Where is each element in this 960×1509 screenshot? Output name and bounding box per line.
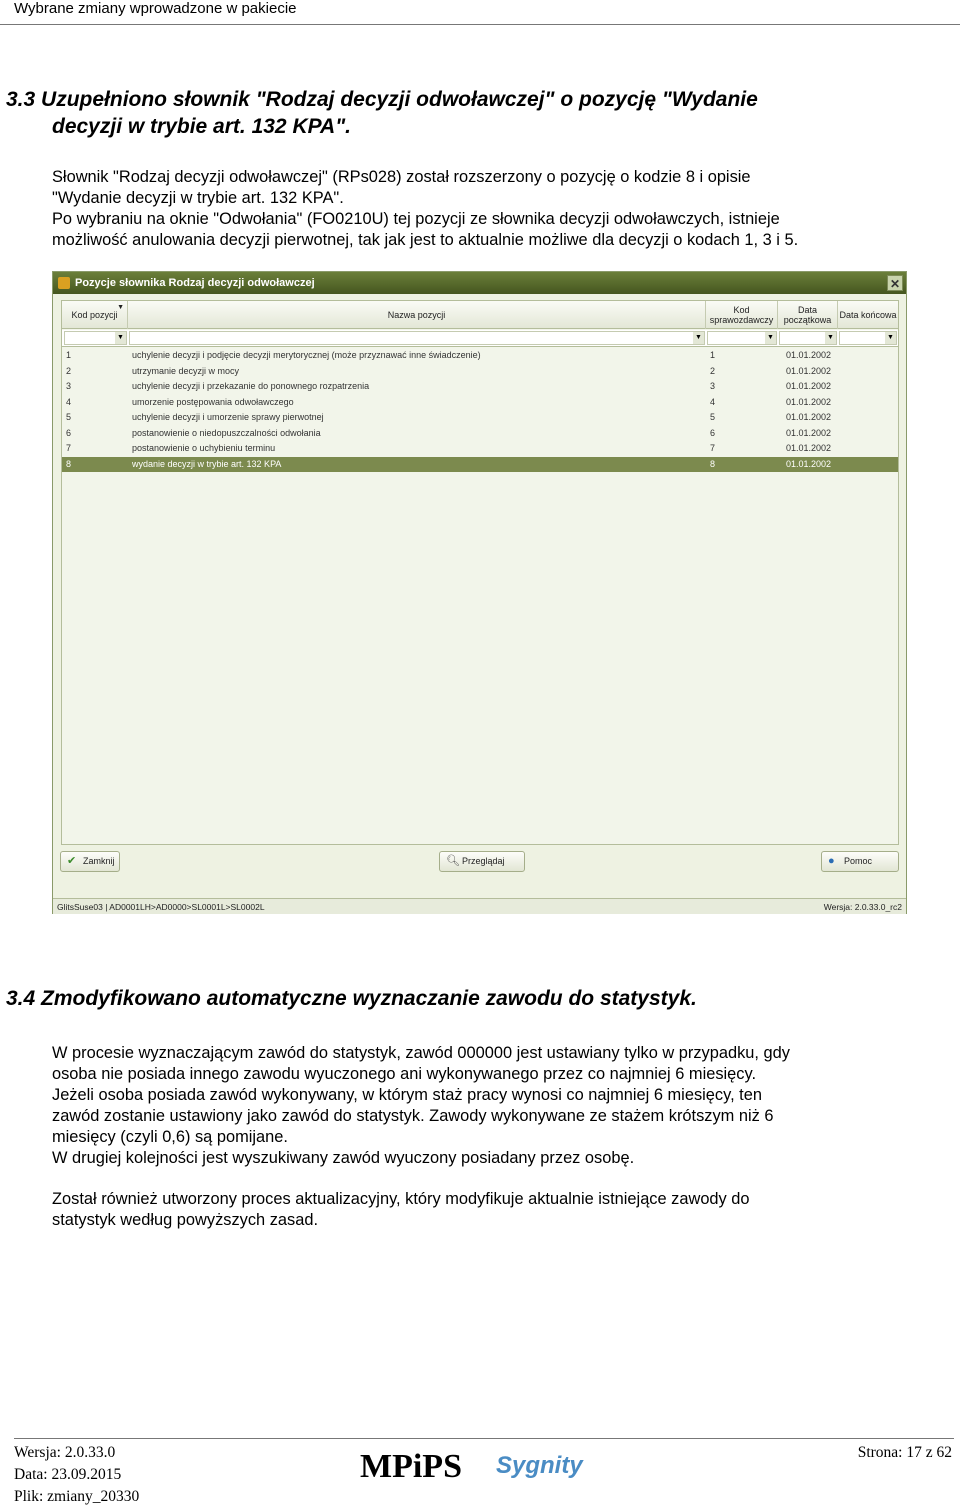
cell-nazwa: utrzymanie decyzji w mocy [132, 365, 240, 376]
grid-header [62, 301, 898, 329]
filter-kod-input[interactable] [64, 331, 127, 345]
window-title: Pozycje słownika Rodzaj decyzji odwoławczej [75, 277, 315, 289]
cell-kod: 6 [66, 427, 72, 438]
cell-kod: 2 [66, 365, 72, 376]
p2-line-2: możliwość anulowania decyzji pierwotnej, tak jak jest to aktualnie możliwe dla decyzji o kodach 1, 3 i 5. [52, 231, 799, 249]
p3-line: zawód zostanie ustawiony jako zawód do statystyk. Zawody wykonywane ze stażem krótszym niż 6 [52, 1107, 774, 1125]
filter-kod-spraw-input[interactable] [707, 331, 777, 345]
paragraph-3 [52, 1043, 912, 1169]
sort-arrow-icon: ▼ [117, 304, 124, 311]
p4-line: Został również utworzony proces aktualizacyjny, który modyfikuje aktualnie istniejące zawody do [52, 1190, 750, 1208]
column-header-kod[interactable] [62, 301, 128, 329]
p1-line-1: Słownik "Rodzaj decyzji odwoławczej" (RPs028) został rozszerzony o pozycję o kodzie 8 i opisie [52, 168, 751, 186]
cell-data: 01.01.2002 [786, 381, 832, 391]
checkmark-icon: ✔ [67, 855, 77, 867]
mpips-logo: MPiPS [360, 1448, 462, 1485]
status-path: GlitsSuse03 | AD0001LH>AD0000>SL0001L>SL0002L [57, 902, 265, 912]
view-button-label: Przeglądaj [462, 856, 505, 866]
cell-data: 01.01.2002 [786, 412, 832, 422]
cell-data: 01.01.2002 [786, 458, 832, 469]
table-row[interactable] [62, 364, 898, 380]
section-3-3-heading [6, 86, 906, 140]
status-version: Wersja: 2.0.33.0_rc2 [823, 902, 902, 912]
dropdown-arrow-icon[interactable]: ▼ [765, 332, 776, 344]
help-button-label: Pomoc [844, 856, 873, 866]
p3-line: W drugiej kolejności jest wyszukiwany zawód wyuczony posiadany przez osobę. [52, 1149, 635, 1167]
help-icon: ● [828, 855, 835, 867]
heading-line-2: decyzji w trybie art. 132 KPA". [52, 115, 352, 138]
header-divider [0, 24, 960, 25]
p4-line: statystyk według powyższych zasad. [52, 1211, 319, 1229]
paragraph-4 [52, 1189, 912, 1231]
footer-divider [14, 1438, 954, 1439]
cell-spraw: 5 [710, 412, 716, 422]
dropdown-arrow-icon[interactable]: ▼ [825, 332, 836, 344]
dictionary-window [52, 271, 907, 914]
filter-data-konc-input[interactable] [839, 331, 897, 345]
p3-line: W procesie wyznaczającym zawód do statystyk, zawód 000000 jest ustawiany tylko w przypadku, gdy [52, 1044, 790, 1062]
footer-left [14, 1442, 139, 1508]
cell-kod: 1 [66, 350, 72, 360]
dropdown-arrow-icon[interactable]: ▼ [693, 332, 704, 344]
app-logo-icon [58, 277, 70, 289]
footer-file: Plik: zmiany_20330 [14, 1488, 140, 1505]
cell-kod: 3 [66, 381, 72, 391]
sygnity-logo: Sygnity [496, 1452, 583, 1479]
column-header-kod-sprawozdawczy[interactable]: Kod sprawozdawczy [706, 301, 778, 329]
grid-rows [62, 348, 898, 472]
view-button[interactable] [439, 851, 525, 872]
cell-spraw: 3 [710, 381, 716, 391]
footer-version: Wersja: 2.0.33.0 [14, 1444, 116, 1461]
magnifier-icon: 🔍︎ [446, 855, 460, 867]
filter-nazwa-input[interactable] [129, 331, 705, 345]
filter-data-pocz-input[interactable] [779, 331, 837, 345]
cell-spraw: 4 [710, 396, 716, 407]
cell-data: 01.01.2002 [786, 365, 832, 376]
help-button[interactable] [821, 851, 899, 872]
cell-spraw: 1 [710, 350, 716, 360]
table-row[interactable] [62, 348, 898, 364]
p3-line: Jeżeli osoba posiada zawód wykonywany, w którym staż pracy wynosi co najmniej 6 miesięcy, ten [52, 1086, 762, 1104]
close-icon[interactable]: ✕ [887, 275, 903, 291]
p2-line-1: Po wybraniu na oknie "Odwołania" (FO0210U) tej pozycji ze słownika decyzji odwoławczych, istnieje [52, 210, 780, 228]
cell-spraw: 7 [710, 443, 716, 453]
section-3-4-heading: 3.4 Zmodyfikowano automatyczne wyznaczanie zawodu do statystyk. [6, 987, 697, 1010]
cell-nazwa: uchylenie decyzji i podjęcie decyzji merytorycznej (może przyznawać inne świadczenie) [132, 350, 481, 360]
table-row[interactable] [62, 395, 898, 411]
paragraph-2 [52, 209, 912, 251]
cell-data: 01.01.2002 [786, 427, 832, 438]
cell-nazwa: postanowienie o niedopuszczalności odwołania [132, 427, 321, 438]
table-row[interactable] [62, 441, 898, 457]
close-button[interactable] [60, 851, 120, 872]
column-kod-label: Kod pozycji [71, 310, 118, 320]
p3-line: miesięcy (czyli 0,6) są pomijane. [52, 1128, 288, 1146]
cell-data: 01.01.2002 [786, 443, 832, 453]
cell-nazwa: uchylenie decyzji i umorzenie sprawy pierwotnej [132, 412, 324, 422]
table-row[interactable] [62, 457, 898, 473]
status-bar [53, 898, 906, 914]
cell-nazwa: umorzenie postępowania odwoławczego [132, 396, 294, 407]
paragraph-1 [52, 167, 912, 209]
window-title-bar [53, 272, 906, 294]
p3-line: osoba nie posiada innego zawodu wyuczonego ani wykonywanego przez co najmniej 6 miesięcy. [52, 1065, 757, 1083]
heading-line-1: 3.3 Uzupełniono słownik "Rodzaj decyzji odwoławczej" o pozycję "Wydanie [6, 88, 758, 111]
cell-kod: 8 [66, 458, 72, 469]
table-row[interactable] [62, 426, 898, 442]
cell-nazwa: wydanie decyzji w trybie art. 132 KPA [132, 458, 282, 469]
cell-data: 01.01.2002 [786, 350, 832, 360]
cell-kod: 5 [66, 412, 72, 422]
close-button-label: Zamknij [83, 856, 115, 866]
cell-nazwa: postanowienie o uchybieniu terminu [132, 443, 276, 453]
filter-row [62, 330, 898, 347]
footer-page-number: Strona: 17 z 62 [857, 1444, 952, 1461]
column-header-data-koncowa[interactable]: Data końcowa [839, 310, 897, 320]
dropdown-arrow-icon[interactable]: ▼ [885, 332, 896, 344]
column-header-data-poczatkowa[interactable]: Data początkowa [778, 301, 838, 329]
dropdown-arrow-icon[interactable]: ▼ [115, 332, 126, 344]
footer-date: Data: 23.09.2015 [14, 1466, 122, 1483]
p1-line-2: "Wydanie decyzji w trybie art. 132 KPA". [52, 189, 344, 207]
cell-nazwa: uchylenie decyzji i przekazanie do ponownego rozpatrzenia [132, 381, 370, 391]
cell-spraw: 8 [710, 458, 716, 469]
cell-kod: 7 [66, 443, 72, 453]
cell-data: 01.01.2002 [786, 396, 832, 407]
data-grid [61, 300, 899, 845]
cell-kod: 4 [66, 396, 72, 407]
cell-spraw: 6 [710, 427, 716, 438]
table-row[interactable] [62, 379, 898, 395]
table-row[interactable] [62, 410, 898, 426]
running-header: Wybrane zmiany wprowadzone w pakiecie [14, 0, 297, 17]
column-header-nazwa[interactable]: Nazwa pozycji [128, 301, 706, 329]
cell-spraw: 2 [710, 365, 716, 376]
